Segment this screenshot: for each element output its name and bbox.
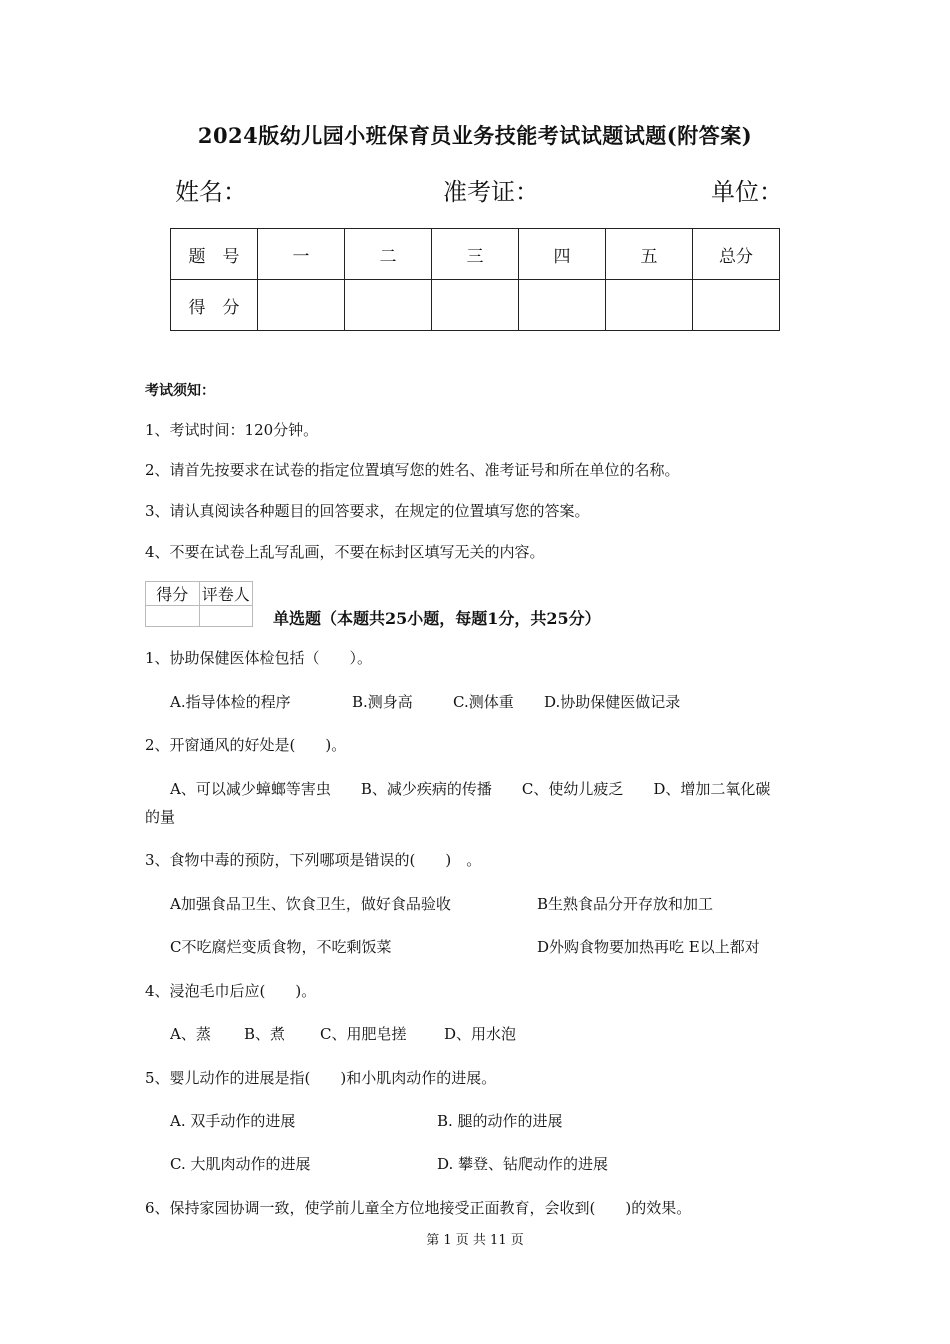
grader-box [145,581,253,627]
question-stem: 5、婴儿动作的进展是指( )和小肌肉动作的进展。 [145,1069,497,1087]
question-option: C、用肥皂搓 [320,1025,407,1043]
score-cell [693,280,780,331]
question-option: D. 攀登、钻爬动作的进展 [437,1155,609,1173]
question-option: D.协助保健医做记录 [544,693,681,711]
notice-title: 考试须知： [145,383,215,399]
score-cell [345,280,432,331]
question-option: B、煮 [244,1025,286,1043]
unit-field-label: 单位： [711,178,783,206]
grader-score-cell [146,606,200,627]
question-option: C.测体重 [453,693,514,711]
score-header-cell: 三 [432,229,519,280]
question-option: D外购食物要加热再吃 E以上都对 [537,938,760,956]
score-header-cell: 总分 [693,229,780,280]
grader-reviewer-label: 评卷人 [199,582,253,606]
notice-item: 2、请首先按要求在试卷的指定位置填写您的姓名、准考证号和所在单位的名称。 [145,461,680,479]
grader-score-label: 得分 [146,582,200,606]
score-cell [258,280,345,331]
question-option: A、蒸 [170,1025,211,1043]
notice-item: 3、请认真阅读各种题目的回答要求，在规定的位置填写您的答案。 [145,502,590,520]
score-cell [432,280,519,331]
notice-item: 4、不要在试卷上乱写乱画，不要在标封区填写无关的内容。 [145,543,545,561]
score-cell [606,280,693,331]
exam-id-field-label: 准考证： [443,178,539,206]
question-options-line: A、可以减少蟑螂等害虫 B、减少疾病的传播 C、使幼儿疲乏 D、增加二氧化碳 [170,780,771,798]
question-option: A.指导体检的程序 [170,693,291,711]
question-stem: 4、浸泡毛巾后应( )。 [145,982,317,1000]
question-option: B.测身高 [352,693,413,711]
question-option: B. 腿的动作的进展 [437,1112,563,1130]
question-option: B生熟食品分开存放和加工 [537,895,714,913]
score-table [170,228,780,331]
question-options-wrap: 的量 [145,808,176,826]
page-title: 2024版幼儿园小班保育员业务技能考试试题试题(附答案) [197,123,753,148]
score-header-cell: 题 号 [171,229,258,280]
score-table-header-row [171,229,780,280]
name-field-label: 姓名： [175,178,247,206]
question-option: C不吃腐烂变质食物，不吃剩饭菜 [170,938,392,956]
question-stem: 2、开窗通风的好处是( )。 [145,736,347,754]
score-row-label: 得 分 [171,280,258,331]
question-option: A加强食品卫生、饮食卫生，做好食品验收 [170,895,451,913]
score-header-cell: 五 [606,229,693,280]
question-option: D、用水泡 [444,1025,517,1043]
score-header-cell: 二 [345,229,432,280]
score-header-cell: 一 [258,229,345,280]
score-cell [519,280,606,331]
question-stem: 1、协助保健医体检包括（ ）。 [145,649,373,667]
notice-item: 1、考试时间：120分钟。 [145,421,319,439]
question-stem: 3、食物中毒的预防，下列哪项是错误的( ) 。 [145,851,482,869]
section-title: 单选题（本题共25小题，每题1分，共25分） [273,609,601,628]
question-option: A. 双手动作的进展 [170,1112,296,1130]
score-table-score-row [171,280,780,331]
page-footer: 第 1 页 共 11 页 [426,1233,524,1248]
question-stem: 6、保持家园协调一致，使学前儿童全方位地接受正面教育，会收到( )的效果。 [145,1199,692,1217]
grader-reviewer-cell [199,606,253,627]
question-option: C. 大肌肉动作的进展 [170,1155,311,1173]
score-header-cell: 四 [519,229,606,280]
